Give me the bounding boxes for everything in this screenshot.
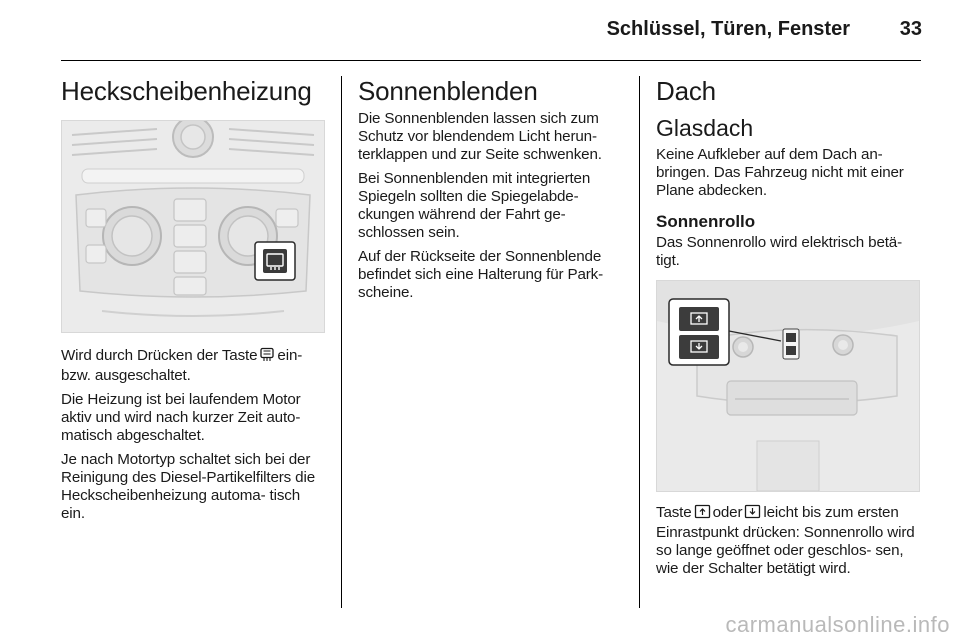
sub-heading-sunblind: Sonnenrollo: [656, 212, 756, 231]
section-heading: Sonnenblenden: [358, 76, 538, 106]
section-heading: Dach: [656, 76, 716, 106]
section-heading: Heckscheibenheizung: [61, 76, 312, 106]
header-divider: [61, 60, 921, 61]
column-divider-2: [639, 76, 640, 608]
watermark: carmanualsonline.info: [725, 612, 950, 637]
sunblind-open-icon: [694, 504, 711, 524]
paragraph-operation: Wird durch Drücken der Taste ein- bzw. ausgeschaltet.: [61, 347, 303, 384]
sunblind-close-icon: [744, 504, 761, 524]
roof-console-figure: [656, 280, 920, 492]
paragraph-mirrors: Bei Sonnenblenden mit integrierten Spiegeln sollten die Spiegelabde- ckungen während der Fahrt ge- schlossen sein.: [358, 170, 591, 241]
paragraph-diesel-filter: Je nach Motortyp schaltet sich bei der Reinigung des Diesel-Partikelfilters die Heckscheibenheizung automa- tisch ein.: [61, 451, 315, 522]
column-sun-visors: [358, 76, 624, 308]
sub-heading-glass-roof: Glasdach: [656, 115, 754, 141]
paragraph-auto-off: Die Heizung ist bei laufendem Motor aktiv und wird nach kurzer Zeit auto- matisch abgeschaltet.: [61, 391, 301, 444]
column-rear-window-heating: [61, 76, 326, 529]
column-roof: [656, 76, 922, 584]
column-divider-1: [341, 76, 342, 608]
paragraph-fold-down: Die Sonnenblenden lassen sich zum Schutz vor blendendem Licht herun- terklappen und zur Seite schwenken.: [358, 110, 602, 163]
paragraph-sunblind-electric: Das Sonnenrollo wird elektrisch betä- tigt.: [656, 234, 903, 269]
climate-control-panel-figure: [61, 120, 325, 333]
page-header-title: Schlüssel, Türen, Fenster: [606, 18, 850, 40]
paragraph-ticket-holder: Auf der Rückseite der Sonnenblende befindet sich eine Halterung für Park- scheine.: [358, 248, 604, 301]
paragraph-glass-roof: Keine Aufkleber auf dem Dach an- bringen. Das Fahrzeug nicht mit einer Plane abdecken.: [656, 146, 904, 199]
rear-window-heating-icon: [259, 347, 275, 367]
paragraph-button-operation: Taste oder leicht bis zum ersten Einrastpunkt drücken: Sonnenrollo wird so lange geöffnet oder geschlos- sen, wie der Schalter betätigt wird.: [656, 504, 915, 577]
page-number: 33: [899, 18, 922, 40]
